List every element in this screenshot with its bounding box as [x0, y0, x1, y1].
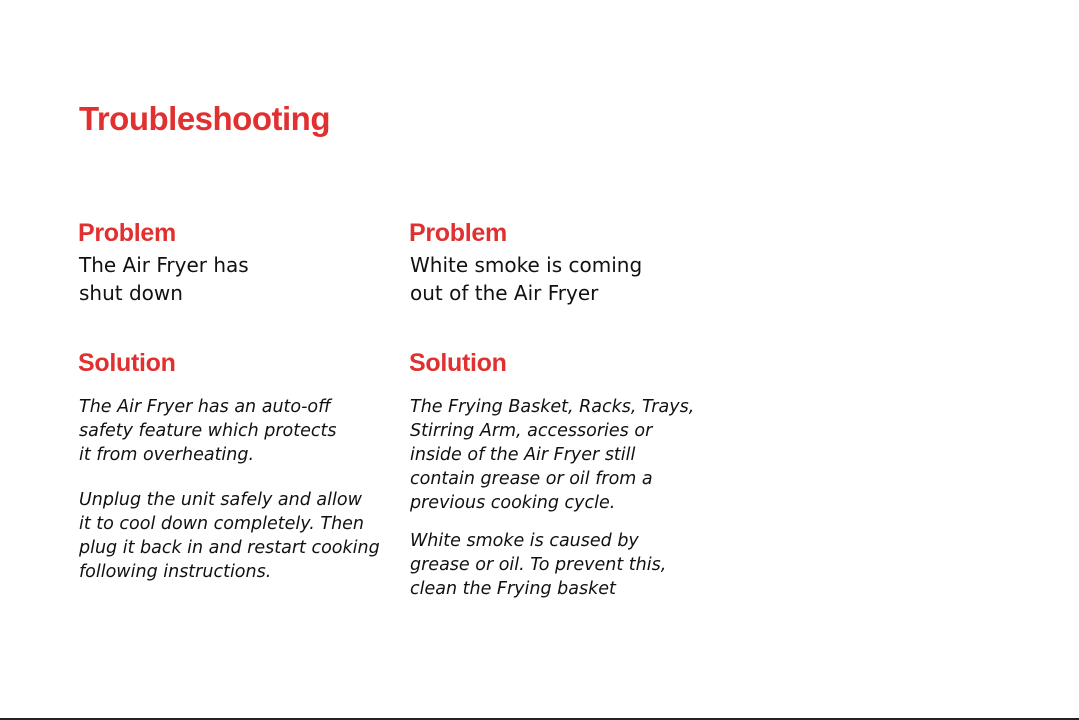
troubleshooting-entry-white-smoke [409, 218, 709, 599]
solution-paragraph: White smoke is caused by grease or oil. To prevent this, clean the Frying basket [410, 531, 667, 599]
solution-body [79, 395, 389, 584]
problem-heading: Problem [78, 219, 176, 247]
page-title: Troubleshooting [79, 100, 330, 137]
solution-paragraph: Unplug the unit safely and allow it to cool down completely. Then plug it back in and restart cooking following instructions. [79, 490, 380, 582]
solution-body [410, 395, 705, 601]
solution-paragraph: The Air Fryer has an auto-off safety feature which protects it from overheating. [79, 397, 337, 465]
solution-paragraph: The Frying Basket, Racks, Trays, Stirring Arm, accessories or inside of the Air Fryer still contain grease or oil from a previous cooking cycle. [410, 397, 695, 513]
troubleshooting-entry-shutdown [78, 218, 398, 582]
solution-heading: Solution [78, 349, 176, 377]
problem-heading: Problem [409, 219, 507, 247]
solution-heading: Solution [409, 349, 507, 377]
problem-description: The Air Fryer has shut down [79, 253, 249, 305]
problem-description: White smoke is coming out of the Air Fryer [410, 253, 643, 305]
